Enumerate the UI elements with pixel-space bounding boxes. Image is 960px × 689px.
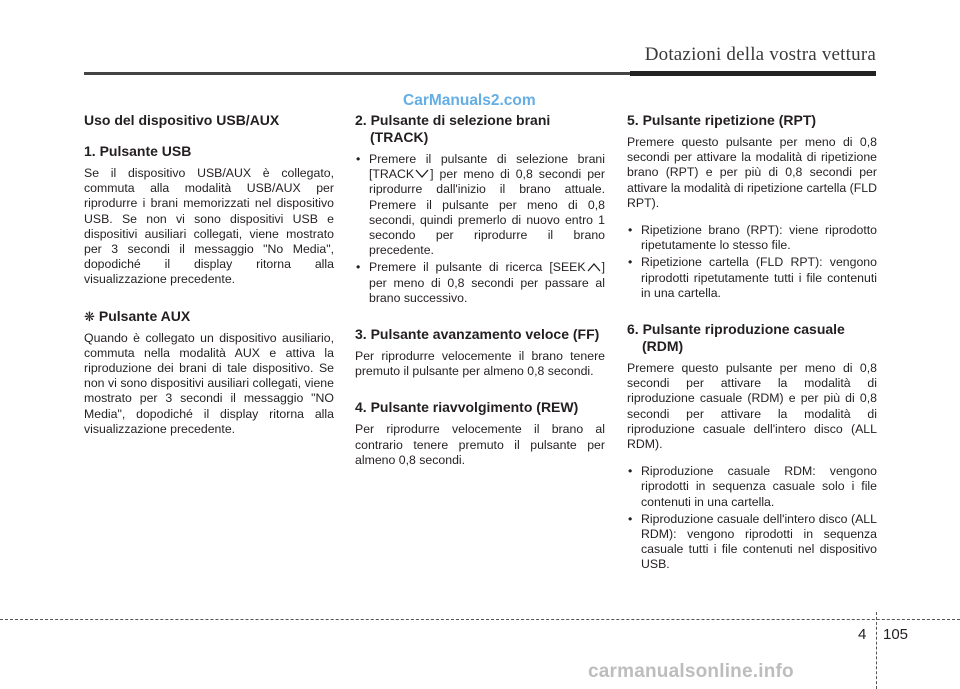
page-number: 105 [883, 626, 909, 643]
chevron-down-icon [415, 169, 429, 179]
header-rule-accent [630, 71, 876, 76]
page-header-title: Dotazioni della vostra vettura [644, 44, 876, 65]
header-rule [84, 72, 876, 75]
chapter-number: 4 [858, 626, 867, 643]
aux-heading-label: Pulsante AUX [98, 307, 191, 324]
list-item: • Ripetizione brano (RPT): viene riprodotto ripetutamente lo stesso file. [628, 223, 877, 253]
aux-button-text: Quando è collegato un dispositivo ausiliario, commuta nella modalità AUX e attiva la riproduzione dei brani di tale dispositivo. Se non vi sono dispositivi ausiliari collegati, viene mostrato per 3 secondi il messaggio "NO Media", dopodiché il display ritorna alla visualizzazione precedente. [84, 330, 334, 436]
heading-aux-button [84, 308, 334, 325]
list-item: • Premere il pulsante di selezione brani [TRACK ] per meno di 0,8 secondi per riprodurre dall'inizio il brano attuale. Premere il pulsante per meno di 0,8 secondi, quindi premerlo di nuovo entro 1 secondo per riprodurre il brano precedente. [356, 152, 605, 258]
footer-divider [876, 612, 877, 689]
ff-button-text: Per riprodurre velocemente il brano tenere premuto il pulsante per almeno 0,8 secondi. [355, 349, 605, 379]
heading-rpt-button: 5. Pulsante ripetizione (RPT) [627, 112, 817, 128]
footer-rule [0, 619, 960, 620]
rdm-bullet-list [627, 464, 877, 572]
heading-ff-button: 3. Pulsante avanzamento veloce (FF) [355, 326, 600, 343]
rpt-bullet-list [627, 223, 877, 301]
watermark-top: CarManuals2.com [403, 92, 536, 109]
section-title-usb-aux: Uso del dispositivo USB/AUX [84, 112, 280, 128]
list-item: • Ripetizione cartella (FLD RPT): vengono riprodotti ripetutamente tutti i file contenuti in una cartella. [628, 255, 877, 300]
heading-rew-button: 4. Pulsante riavvolgimento (REW) [355, 399, 579, 416]
list-item: • Premere il pulsante di ricerca [SEEK ] per meno di 0,8 secondi per passare al brano successivo. [356, 260, 605, 305]
column-1 [84, 112, 334, 449]
list-item: • Riproduzione casuale RDM: vengono riprodotti in sequenza casuale solo i file contenuti in una cartella. [628, 464, 877, 509]
column-2 [355, 112, 605, 480]
chevron-up-icon [587, 262, 601, 272]
heading-track-button: 2. Pulsante di selezione brani (TRACK) [355, 112, 551, 145]
list-item: • Riproduzione casuale dell'intero disco (ALL RDM): vengono riprodotti in sequenza casuale tutti i file contenuti nel dispositivo USB. [628, 511, 877, 572]
rew-button-text: Per riprodurre velocemente il brano al contrario tenere premuto il pulsante per almeno 0,8 secondi. [355, 422, 605, 467]
heading-usb-button: 1. Pulsante USB [84, 143, 192, 159]
rpt-button-text: Premere questo pulsante per meno di 0,8 secondi per attivare la modalità di ripetizione brano (RPT) e per più di 0,8 secondi per attivare la modalità di ripetizione cartella (FLD RPT). [627, 135, 877, 210]
heading-rdm-button: 6. Pulsante riproduzione casuale (RDM) [627, 321, 845, 355]
usb-button-text: Se il dispositivo USB/AUX è collegato, commuta alla modalità USB/AUX per riprodurre i brani memorizzati nel dispositivo USB. Se non vi sono dispositivi USB e dispositivi ausiliari collegati, viene mostrato per 3 secondi il messaggio "No Media", dopodiché il display ritorna alla visualizzazione precedente. [84, 166, 334, 287]
column-3 [627, 112, 877, 585]
watermark-bottom: carmanualsonline.info [588, 661, 794, 682]
track-bullet-list [355, 152, 605, 306]
rdm-button-text: Premere questo pulsante per meno di 0,8 secondi per attivare la modalità di riproduzione casuale (RDM) e per più di 0,8 secondi per attivare la modalità di riproduzione casuale dell'intero disco (ALL RDM). [627, 361, 877, 452]
asterisk-icon: ❋ [84, 308, 95, 324]
